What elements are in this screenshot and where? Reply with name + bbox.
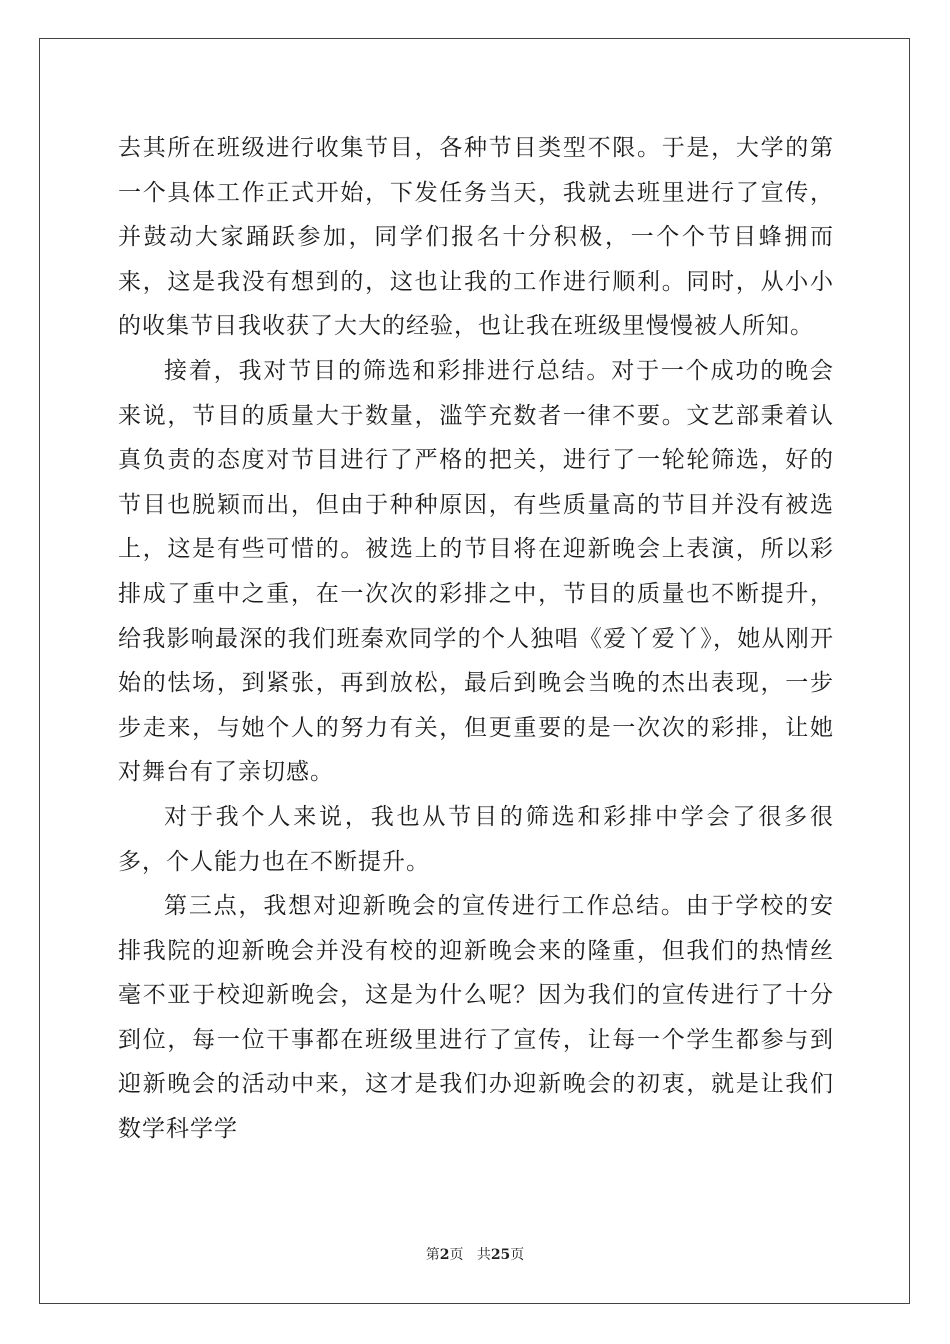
document-body — [118, 126, 834, 1152]
page-prefix: 第 — [425, 1247, 440, 1263]
page-number: 2 — [439, 1247, 450, 1263]
page-footer — [0, 1244, 950, 1264]
paragraph-3: 对于我个人来说，我也从节目的筛选和彩排中学会了很多很多，个人能力也在不断提升。 — [118, 803, 834, 875]
total-suffix: 页 — [510, 1247, 525, 1263]
paragraph-1: 去其所在班级进行收集节目，各种节目类型不限。于是，大学的第一个具体工作正式开始，下发任务当天，我就去班里进行了宣传，并鼓动大家踊跃参加，同学们报名十分积极，一个个节目蜂拥而来，这是我没有想到的，这也让我的工作进行顺利。同时，从小小的收集节目我收获了大大的经验，也让我在班级里慢慢被人所知。 — [118, 135, 834, 340]
paragraph-4: 第三点，我想对迎新晚会的宣传进行工作总结。由于学校的安排我院的迎新晚会并没有校的迎新晚会来的隆重，但我们的热情丝毫不亚于校迎新晚会，这是为什么呢？因为我们的宣传进行了十分到位，每一位干事都在班级里进行了宣传，让每一个学生都参与到迎新晚会的活动中来，这才是我们办迎新晚会的初衷，就是让我们数学科学学 — [118, 893, 834, 1143]
page-suffix: 页 — [449, 1247, 464, 1263]
paragraph-2: 接着，我对节目的筛选和彩排进行总结。对于一个成功的晚会来说，节目的质量大于数量，滥竽充数者一律不要。文艺部秉着认真负责的态度对节目进行了严格的把关，进行了一轮轮筛选，好的节目也脱颖而出，但由于种种原因，有些质量高的节目并没有被选上，这是有些可惜的。被选上的节目将在迎新晚会上表演，所以彩排成了重中之重，在一次次的彩排之中，节目的质量也不断提升，给我影响最深的我们班秦欢同学的个人独唱《爱丫爱丫》，她从刚开始的怯场，到紧张，再到放松，最后到晚会当晚的杰出表现，一步步走来，与她个人的努力有关，但更重要的是一次次的彩排，让她对舞台有了亲切感。 — [118, 357, 834, 786]
total-prefix: 共 — [476, 1247, 491, 1263]
total-pages: 25 — [490, 1247, 511, 1263]
